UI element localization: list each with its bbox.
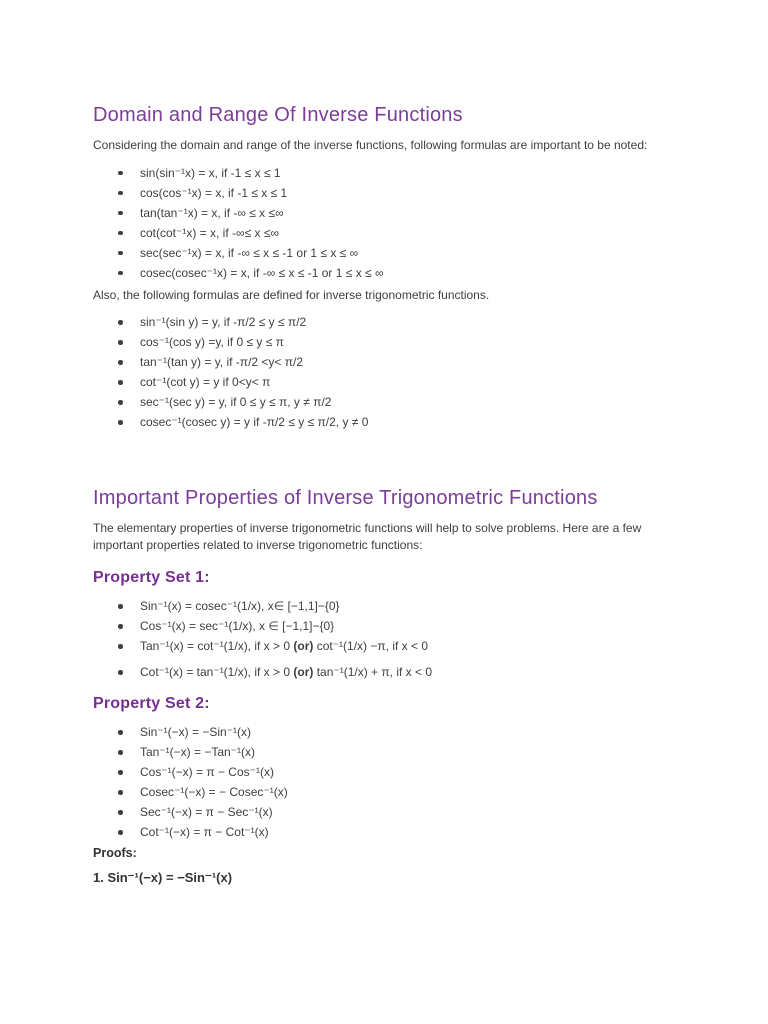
- formula-text: Cos⁻¹(x) = sec⁻¹(1/x), x ∈ [−1,1]−{0}: [140, 619, 335, 633]
- property-item: [93, 826, 668, 839]
- section2-intro-paragraph: The elementary properties of inverse trigonometric functions will help to solve problems. Here are a few important properties related to inverse trigonometric functions:: [93, 521, 642, 552]
- formula-text-pre: Tan⁻¹(x) = cot⁻¹(1/x), if x > 0: [140, 639, 294, 653]
- formula-text: cos⁻¹(cos y) =y, if 0 ≤ y ≤ π: [140, 335, 284, 349]
- formula-text: sec(sec⁻¹x) = x, if -∞ ≤ x ≤ -1 or 1 ≤ x ≤ ∞: [140, 245, 359, 260]
- formula-text: cosec⁻¹(cosec y) = y if -π/2 ≤ y ≤ π/2, y ≠ 0: [140, 415, 369, 429]
- property-item: [93, 746, 668, 759]
- formula-text: Tan⁻¹(−x) = −Tan⁻¹(x): [140, 745, 256, 759]
- property-item: [93, 600, 668, 613]
- formula-item: [93, 376, 668, 389]
- formula-item: [93, 356, 668, 369]
- formula-item: [93, 267, 668, 280]
- formula-list-1: [93, 167, 668, 280]
- formula-text: Cos⁻¹(−x) = π − Cos⁻¹(x): [140, 765, 274, 779]
- property-item: [93, 640, 668, 653]
- section-title-important-properties: Important Properties of Inverse Trigonometric Functions: [93, 487, 598, 509]
- property-item: [93, 666, 668, 679]
- formula-text: sec⁻¹(sec y) = y, if 0 ≤ y ≤ π, y ≠ π/2: [140, 395, 332, 409]
- property-set-1-heading: Property Set 1:: [93, 569, 210, 586]
- proofs-label: Proofs:: [93, 846, 137, 860]
- property-item: [93, 726, 668, 739]
- formula-text: tan(tan⁻¹x) = x, if -∞ ≤ x ≤∞: [140, 205, 284, 220]
- formula-text-post: cot⁻¹(1/x) −π, if x < 0: [313, 639, 429, 653]
- formula-text: Sec⁻¹(−x) = π − Sec⁻¹(x): [140, 805, 273, 819]
- formula-or-keyword: (or): [293, 665, 314, 679]
- formula-item: [93, 207, 668, 220]
- also-note-paragraph: Also, the following formulas are defined for inverse trigonometric functions.: [93, 287, 490, 302]
- intro-paragraph: Considering the domain and range of the inverse functions, following formulas are important to be noted:: [93, 138, 648, 152]
- property-item: [93, 806, 668, 819]
- formula-text-pre: Cot⁻¹(x) = tan⁻¹(1/x), if x > 0: [140, 665, 294, 679]
- property-item: [93, 786, 668, 799]
- formula-text: cot(cot⁻¹x) = x, if -∞≤ x ≤∞: [140, 225, 279, 240]
- formula-text: Cot⁻¹(−x) = π − Cot⁻¹(x): [140, 825, 269, 839]
- formula-text: Sin⁻¹(−x) = −Sin⁻¹(x): [140, 725, 252, 739]
- formula-item: [93, 336, 668, 349]
- page-title: Domain and Range Of Inverse Functions: [93, 104, 463, 126]
- formula-item: [93, 316, 668, 329]
- property-item: [93, 766, 668, 779]
- formula-or-keyword: (or): [293, 639, 314, 653]
- proof-1-title: 1. Sin⁻¹(−x) = −Sin⁻¹(x): [93, 870, 233, 885]
- formula-item: [93, 227, 668, 240]
- formula-text: Sin⁻¹(x) = cosec⁻¹(1/x), x∈ [−1,1]−{0}: [140, 599, 340, 613]
- formula-text: tan⁻¹(tan y) = y, if -π/2 <y< π/2: [140, 355, 304, 369]
- property-item: [93, 620, 668, 633]
- formula-item: [93, 416, 668, 429]
- formula-text: cos(cos⁻¹x) = x, if -1 ≤ x ≤ 1: [140, 185, 288, 200]
- formula-item: [93, 187, 668, 200]
- property-set-1-list: [93, 600, 668, 679]
- property-set-2-list: [93, 726, 668, 839]
- formula-item: [93, 167, 668, 180]
- formula-text: sin(sin⁻¹x) = x, if -1 ≤ x ≤ 1: [140, 165, 281, 180]
- formula-text: Cosec⁻¹(−x) = − Cosec⁻¹(x): [140, 785, 288, 799]
- formula-text: cosec(cosec⁻¹x) = x, if -∞ ≤ x ≤ -1 or 1 ≤ x ≤ ∞: [140, 265, 384, 280]
- formula-text: sin⁻¹(sin y) = y, if -π/2 ≤ y ≤ π/2: [140, 315, 307, 329]
- formula-list-2: [93, 316, 668, 429]
- property-set-2-heading: Property Set 2:: [93, 695, 210, 712]
- formula-item: [93, 247, 668, 260]
- formula-item: [93, 396, 668, 409]
- formula-text-post: tan⁻¹(1/x) + π, if x < 0: [313, 665, 433, 679]
- formula-text: cot⁻¹(cot y) = y if 0<y< π: [140, 375, 271, 389]
